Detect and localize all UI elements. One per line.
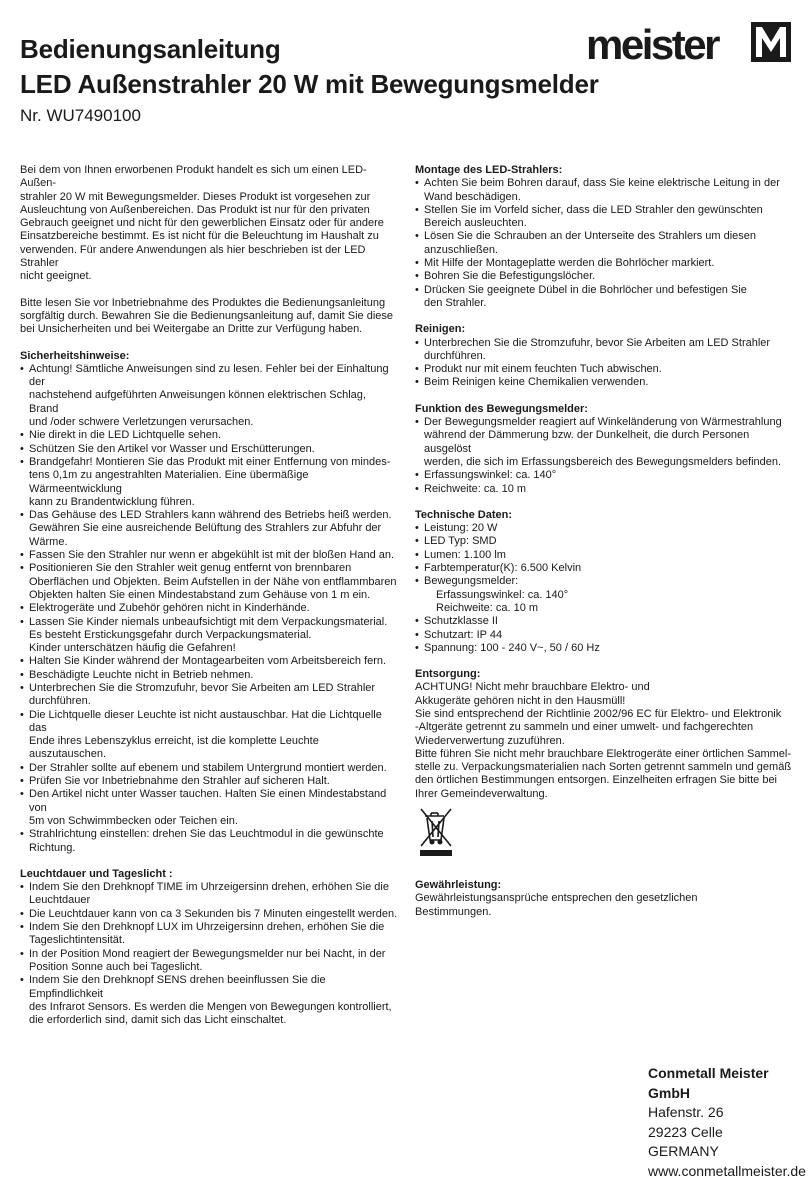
mounting-list <box>415 177 793 310</box>
list-item: • Lösen Sie die Schrauben an der Unterseite des Strahlers um diesen anzuschließen. <box>415 230 793 257</box>
list-item: • Nie direkt in die LED Lichtquelle sehen. <box>20 429 398 442</box>
duration-list <box>20 881 398 1027</box>
spec-protection-class: • Schutzklasse II <box>415 615 793 628</box>
intro-paragraph: Bei dem von Ihnen erworbenen Produkt handelt es sich um einen LED-Außen- strahler 20 W mit Bewegungsmelder. Dieses Produkt ist vorgesehen zur Ausleuchtung von Außenbereichen. Das Produkt ist nur für den privaten Gebrauch geeignet und nicht für den gewerblichen Einsatz oder für andere Einsatzbereiche bestimmt. Es ist nicht für die Beleuchtung im Haushalt zu verwenden. Für andere Anwendungen als hier beschrieben ist der LED Strahler nicht geeignet. <box>20 164 398 284</box>
section-heading-mounting: Montage des LED-Strahlers: <box>415 164 793 177</box>
list-item: • Stellen Sie im Vorfeld sicher, dass die LED Strahler den gewünschten Bereich ausleuchten. <box>415 204 793 231</box>
spec-led-type: • LED Typ: SMD <box>415 535 793 548</box>
list-item: • Produkt nur mit einem feuchten Tuch abwischen. <box>415 363 793 376</box>
spec-lumen: • Lumen: 1.100 lm <box>415 549 793 562</box>
warranty-paragraph: Gewährleistungsansprüche entsprechen den gesetzlichen Bestimmungen. <box>415 892 793 919</box>
list-item: • Indem Sie den Drehknopf SENS drehen beeinflussen Sie die Empfindlichkeit des Infrarot Sensors. Es werden die Mengen von Bewegungen kontrolliert, die erforderlich sind, damit sich das Licht einschaltet. <box>20 974 398 1027</box>
list-item: • Reichweite: ca. 10 m <box>415 483 793 496</box>
list-item: • Drücken Sie geeignete Dübel in die Bohrlöcher und befestigen Sie den Strahler. <box>415 284 793 311</box>
section-heading-disposal: Entsorgung: <box>415 668 793 681</box>
list-item: • Prüfen Sie vor Inbetriebnahme den Strahler auf sicheren Halt. <box>20 775 398 788</box>
company-country: GERMANY <box>648 1142 808 1162</box>
list-item: • Der Strahler sollte auf ebenem und stabilem Untergrund montiert werden. <box>20 762 398 775</box>
section-heading-specs: Technische Daten: <box>415 509 793 522</box>
spec-voltage: • Spannung: 100 - 240 V~, 50 / 60 Hz <box>415 642 793 655</box>
brand-wordmark: meister <box>586 21 720 68</box>
list-item: • Der Bewegungsmelder reagiert auf Winkeländerung von Wärmestrahlung während der Dämmerung bzw. der Dunkelheit, die durch Personen ausgelöst werden, die sich im Erfassungsbereich des Bewegungsmelders befinden. <box>415 416 793 469</box>
list-item: • Den Artikel nicht unter Wasser tauchen. Halten Sie einen Mindestabstand von 5m von Schwimmbecken oder Teichen ein. <box>20 788 398 828</box>
safety-list <box>20 363 398 855</box>
list-item: • Bohren Sie die Befestigungslöcher. <box>415 270 793 283</box>
list-item: • Fassen Sie den Strahler nur wenn er abgekühlt ist mit der bloßen Hand an. <box>20 549 398 562</box>
list-item: • Achtung! Sämtliche Anweisungen sind zu lesen. Fehler bei der Einhaltung der nachstehend aufgeführten Anweisungen können elektrischen Schlag, Brand und /oder schwere Verletzungen verursachen. <box>20 363 398 429</box>
company-city: 29223 Celle <box>648 1123 808 1143</box>
list-item: • Die Leuchtdauer kann von ca 3 Sekunden bis 7 Minuten eingestellt werden. <box>20 908 398 921</box>
right-column <box>415 164 793 919</box>
spec-motion-sensor: • Bewegungsmelder: <box>415 575 793 588</box>
brand-m-emblem-icon <box>751 22 791 62</box>
list-item: • Schützen Sie den Artikel vor Wasser und Erschütterungen. <box>20 443 398 456</box>
company-street: Hafenstr. 26 <box>648 1103 808 1123</box>
spec-power: • Leistung: 20 W <box>415 522 793 535</box>
document-title: Bedienungsanleitung <box>20 34 281 64</box>
disposal-paragraph: ACHTUNG! Nicht mehr brauchbare Elektro- und Akkugeräte gehören nicht in den Hausmüll! Sie sind entsprechend der Richtlinie 2002/96 EC für Elektro- und Elektronik -Altgeräte getrennt zu sammeln und einer umwelt- und fachgerechten Wiederverwertung zuzuführen. Bitte führen Sie nicht mehr brauchbare Elektrogeräte einer örtlichen Sammel- stelle zu. Verpackungsmaterialien nach Sorten getrennt sammeln und gemäß den örtlichen Bestimmungen entsorgen. Einzelheiten erfragen Sie bitte bei Ihrer Gemeindeverwaltung. <box>415 681 793 801</box>
list-item: • Die Lichtquelle dieser Leuchte ist nicht austauschbar. Hat die Lichtquelle das Ende ihres Lebenszyklus erreicht, ist die komplette Leuchte auszutauschen. <box>20 709 398 762</box>
list-item: • Mit Hilfe der Montageplatte werden die Bohrlöcher markiert. <box>415 257 793 270</box>
list-item: • Unterbrechen Sie die Stromzufuhr, bevor Sie Arbeiten am LED Strahler durchführen. <box>415 337 793 364</box>
spec-color-temp: • Farbtemperatur(K): 6.500 Kelvin <box>415 562 793 575</box>
spec-ip-rating: • Schutzart: IP 44 <box>415 629 793 642</box>
list-item: • Erfassungswinkel: ca. 140° <box>415 469 793 482</box>
list-item: • Positionieren Sie den Strahler weit genug entfernt von brennbaren Oberflächen und Objekten. Beim Aufstellen in der Nähe von entflammbaren Objekten halten Sie einen Mindestabstand zum Gehäuse von 1 m ein. <box>20 562 398 602</box>
left-column <box>20 164 398 1027</box>
company-address <box>648 1064 808 1181</box>
list-item: • Indem Sie den Drehknopf TIME im Uhrzeigersinn drehen, erhöhen Sie die Leuchtdauer <box>20 881 398 908</box>
specs-list <box>415 522 793 655</box>
intro-paragraph: Bitte lesen Sie vor Inbetriebnahme des Produktes die Bedienungsanleitung sorgfältig durch. Bewahren Sie die Bedienungsanleitung auf, damit Sie diese bei Unsicherheiten und bei Weitergabe an Dritte zur Verfügung haben. <box>20 297 398 337</box>
product-title: LED Außenstrahler 20 W mit Bewegungsmelder <box>20 69 599 99</box>
section-heading-cleaning: Reinigen: <box>415 323 793 336</box>
list-item: • Beim Reinigen keine Chemikalien verwenden. <box>415 376 793 389</box>
list-item: • Indem Sie den Drehknopf LUX im Uhrzeigersinn drehen, erhöhen Sie die Tageslichtintensität. <box>20 921 398 948</box>
list-item: • Brandgefahr! Montieren Sie das Produkt mit einer Entfernung von mindes- tens 0,1m zu angestrahlten Materialien. Eine übermäßige Wärmeentwicklung kann zu Brandentwicklung führen. <box>20 456 398 509</box>
list-item: • Das Gehäuse des LED Strahlers kann während des Betriebs heiß werden. Gewähren Sie eine ausreichende Belüftung des Strahlers zur Abfuhr der Wärme. <box>20 509 398 549</box>
section-heading-warranty: Gewährleistung: <box>415 879 793 892</box>
spec-angle: Erfassungswinkel: ca. 140° <box>415 589 793 602</box>
list-item: • Beschädigte Leuchte nicht in Betrieb nehmen. <box>20 669 398 682</box>
list-item: • Strahlrichtung einstellen: drehen Sie das Leuchtmodul in die gewünschte Richtung. <box>20 828 398 855</box>
section-heading-safety: Sicherheitshinweise: <box>20 350 398 363</box>
list-item: • Unterbrechen Sie die Stromzufuhr, bevor Sie Arbeiten am LED Strahler durchführen. <box>20 682 398 709</box>
section-heading-duration: Leuchtdauer und Tageslicht : <box>20 868 398 881</box>
company-name: Conmetall Meister GmbH <box>648 1064 808 1103</box>
section-heading-motion: Funktion des Bewegungsmelder: <box>415 403 793 416</box>
list-item: • Halten Sie Kinder während der Montagearbeiten vom Arbeitsbereich fern. <box>20 655 398 668</box>
list-item: • Elektrogeräte und Zubehör gehören nicht in Kinderhände. <box>20 602 398 615</box>
cleaning-list <box>415 337 793 390</box>
list-item: • Lassen Sie Kinder niemals unbeaufsichtigt mit dem Verpackungsmaterial. Es besteht Erstickungsgefahr durch Verpackungsmaterial. Kinder unterschätzen häufig die Gefahren! <box>20 616 398 656</box>
list-item: • In der Position Mond reagiert der Bewegungsmelder nur bei Nacht, in der Position Sonne auch bei Tageslicht. <box>20 948 398 975</box>
spec-range: Reichweite: ca. 10 m <box>415 602 793 615</box>
crossed-out-wheelie-bin-icon <box>417 807 455 857</box>
company-website: www.conmetallmeister.de <box>648 1162 808 1181</box>
list-item: • Achten Sie beim Bohren darauf, dass Sie keine elektrische Leitung in der Wand beschädigen. <box>415 177 793 204</box>
motion-list <box>415 416 793 496</box>
document-number: Nr. WU7490100 <box>20 106 141 126</box>
meister-logo <box>586 18 792 68</box>
